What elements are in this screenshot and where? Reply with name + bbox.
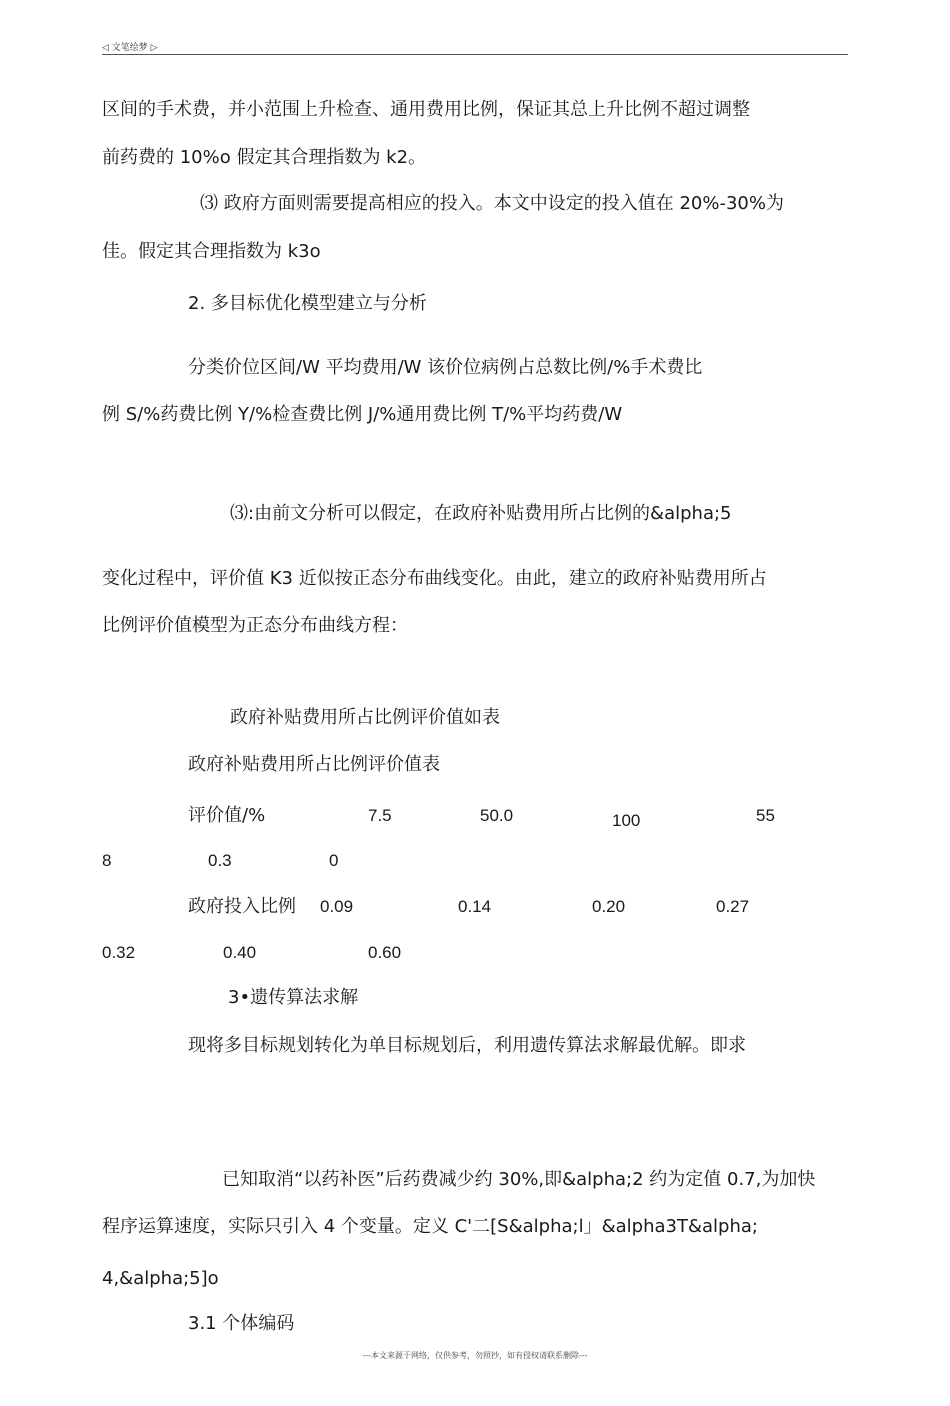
paragraph-line: ⑶ 政府方面则需要提高相应的投入。本文中设定的投入值在 20%-30%为 bbox=[200, 193, 784, 214]
table-caption: 政府补贴费用所占比例评价值表 bbox=[188, 754, 440, 775]
section-heading: 3•遗传算法求解 bbox=[228, 987, 359, 1008]
paragraph-line: 现将多目标规划转化为单目标规划后，利用遗传算法求解最优解。即求 bbox=[188, 1035, 746, 1056]
table-cell: 0.27 bbox=[716, 897, 750, 916]
section-heading: 2. 多目标优化模型建立与分析 bbox=[188, 293, 427, 314]
table-cell: 8 bbox=[102, 851, 112, 870]
paragraph-line: 区间的手术费，并小范围上升检查、通用费用比例，保证其总上升比例不超过调整 bbox=[102, 99, 750, 120]
table-cell: 0.60 bbox=[368, 943, 402, 962]
table-cell: 50.0 bbox=[480, 806, 514, 825]
paragraph-line: 例 S/%药费比例 Y/%检查费比例 J/%通用费比例 T/%平均药费/W bbox=[102, 404, 623, 425]
table-cell: 0 bbox=[329, 851, 339, 870]
paragraph-line: 变化过程中，评价值 K3 近似按正态分布曲线变化。由此，建立的政府补贴费用所占 bbox=[102, 568, 767, 589]
table-row-label: 评价值/% bbox=[188, 805, 266, 826]
table-cell: 0.40 bbox=[223, 943, 257, 962]
sub-heading: 3.1 个体编码 bbox=[188, 1313, 295, 1334]
table-cell: 0.3 bbox=[208, 851, 232, 870]
table-cell: 0.14 bbox=[458, 897, 492, 916]
paragraph-line: 分类价位区间/W 平均费用/W 该价位病例占总数比例/%手术费比 bbox=[188, 357, 703, 378]
table-cell: 7.5 bbox=[368, 806, 392, 825]
paragraph-line: 前药费的 10%o 假定其合理指数为 k2。 bbox=[102, 147, 427, 168]
paragraph-line: 佳。假定其合理指数为 k3o bbox=[102, 241, 321, 262]
table-row-label: 政府投入比例 bbox=[188, 896, 296, 917]
paragraph-line: 已知取消“以药补医”后药费减少约 30%,即&alpha;2 约为定值 0.7,为加快 bbox=[222, 1169, 816, 1190]
header-divider bbox=[102, 54, 848, 55]
page-header: ◁ 文笔绘梦 ▷ bbox=[102, 43, 158, 53]
paragraph-line: 比例评价值模型为正态分布曲线方程： bbox=[102, 615, 408, 636]
table-cell: 0.09 bbox=[320, 897, 354, 916]
paragraph-line: 程序运算速度，实际只引入 4 个变量。定义 C'二[S&alpha;l」&alpha3T&alpha; bbox=[102, 1216, 758, 1237]
page-footer: ---本文来源于网络，仅供参考，勿照抄，如有侵权请联系删除--- bbox=[362, 1351, 588, 1360]
table-cell: 100 bbox=[612, 811, 641, 830]
paragraph-line: ⑶:由前文分析可以假定，在政府补贴费用所占比例的&alpha;5 bbox=[230, 503, 732, 524]
table-cell: 55 bbox=[756, 806, 775, 825]
table-cell: 0.32 bbox=[102, 943, 136, 962]
table-intro: 政府补贴费用所占比例评价值如表 bbox=[230, 707, 500, 728]
table-cell: 0.20 bbox=[592, 897, 626, 916]
paragraph-line: 4,&alpha;5]o bbox=[102, 1268, 219, 1289]
